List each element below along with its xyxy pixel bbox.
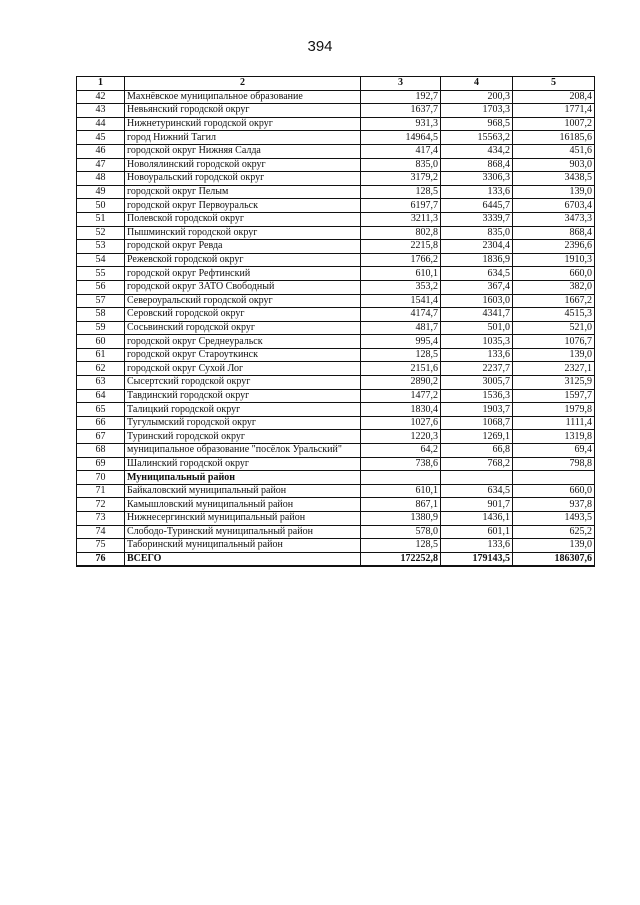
row-value-col3: 835,0 (361, 158, 441, 172)
row-name: Таборинский муниципальный район (125, 539, 361, 553)
table-row (77, 484, 595, 498)
row-value-col4: 15563,2 (441, 131, 513, 145)
header-col-3: 3 (361, 77, 441, 91)
row-value-col4: 66,8 (441, 444, 513, 458)
row-number: 70 (77, 471, 125, 485)
row-value-col4: 6445,7 (441, 199, 513, 213)
row-value-col3: 802,8 (361, 226, 441, 240)
row-value-col5: 1667,2 (513, 294, 595, 308)
row-value-col3: 3211,3 (361, 212, 441, 226)
row-value-col5 (513, 471, 595, 485)
row-number: 57 (77, 294, 125, 308)
row-value-col4: 2237,7 (441, 362, 513, 376)
row-value-col4: 1035,3 (441, 335, 513, 349)
total-row (77, 552, 595, 566)
row-value-col5: 2327,1 (513, 362, 595, 376)
table-row (77, 335, 595, 349)
row-value-col4: 133,6 (441, 185, 513, 199)
row-name: Сосьвинский городской округ (125, 321, 361, 335)
row-name: Муниципальный район (125, 471, 361, 485)
row-name: Камышловский муниципальный район (125, 498, 361, 512)
row-value-col3: 64,2 (361, 444, 441, 458)
row-value-col3: 481,7 (361, 321, 441, 335)
row-value-col5: 382,0 (513, 280, 595, 294)
table-row (77, 308, 595, 322)
table-row (77, 199, 595, 213)
row-value-col3: 2215,8 (361, 240, 441, 254)
row-value-col4: 868,4 (441, 158, 513, 172)
row-value-col4: 1903,7 (441, 403, 513, 417)
row-value-col4: 1536,3 (441, 389, 513, 403)
row-value-col5: 3438,5 (513, 172, 595, 186)
row-value-col4 (441, 471, 513, 485)
table-row (77, 212, 595, 226)
row-name: муниципальное образование "посёлок Уральский" (125, 444, 361, 458)
row-name: городской округ Среднеуральск (125, 335, 361, 349)
table-row (77, 267, 595, 281)
row-value-col4: 4341,7 (441, 308, 513, 322)
row-number: 72 (77, 498, 125, 512)
row-value-col3: 931,3 (361, 117, 441, 131)
row-value-col4: 968,5 (441, 117, 513, 131)
row-value-col5: 208,4 (513, 90, 595, 104)
row-value-col3: 1637,7 (361, 104, 441, 118)
row-name: Шалинский городской округ (125, 457, 361, 471)
table-row (77, 362, 595, 376)
row-number: 64 (77, 389, 125, 403)
table-row (77, 348, 595, 362)
row-value-col5: 1007,2 (513, 117, 595, 131)
row-name: Североуральский городской округ (125, 294, 361, 308)
table-row (77, 389, 595, 403)
row-name: Невьянский городской округ (125, 104, 361, 118)
table-row (77, 131, 595, 145)
row-value-col4: 1603,0 (441, 294, 513, 308)
row-name: городской округ Первоуральск (125, 199, 361, 213)
row-number: 42 (77, 90, 125, 104)
table-header (77, 77, 595, 91)
header-col-1: 1 (77, 77, 125, 91)
table-row (77, 117, 595, 131)
table-row (77, 185, 595, 199)
row-value-col4: 367,4 (441, 280, 513, 294)
header-col-2: 2 (125, 77, 361, 91)
row-value-col5: 3125,9 (513, 376, 595, 390)
row-value-col4: 601,1 (441, 525, 513, 539)
row-value-col3: 1830,4 (361, 403, 441, 417)
row-value-col5: 3473,3 (513, 212, 595, 226)
row-number: 43 (77, 104, 125, 118)
row-value-col5: 1910,3 (513, 253, 595, 267)
row-name: городской округ Сухой Лог (125, 362, 361, 376)
row-number: 76 (77, 552, 125, 566)
row-value-col4: 434,2 (441, 144, 513, 158)
row-name: город Нижний Тагил (125, 131, 361, 145)
row-name: ВСЕГО (125, 552, 361, 566)
row-value-col4: 1836,9 (441, 253, 513, 267)
row-number: 65 (77, 403, 125, 417)
row-number: 50 (77, 199, 125, 213)
row-value-col5: 2396,6 (513, 240, 595, 254)
table-row (77, 512, 595, 526)
row-name: городской округ Нижняя Салда (125, 144, 361, 158)
table-row (77, 226, 595, 240)
row-number: 73 (77, 512, 125, 526)
row-value-col3: 3179,2 (361, 172, 441, 186)
row-number: 51 (77, 212, 125, 226)
row-value-col4: 133,6 (441, 539, 513, 553)
table-row (77, 280, 595, 294)
row-value-col4: 133,6 (441, 348, 513, 362)
row-value-col4: 200,3 (441, 90, 513, 104)
row-value-col5: 1771,4 (513, 104, 595, 118)
row-value-col4: 768,2 (441, 457, 513, 471)
row-value-col3: 2151,6 (361, 362, 441, 376)
row-value-col3 (361, 471, 441, 485)
row-value-col3: 128,5 (361, 539, 441, 553)
row-value-col5: 798,8 (513, 457, 595, 471)
row-value-col3: 353,2 (361, 280, 441, 294)
row-number: 63 (77, 376, 125, 390)
row-value-col5: 937,8 (513, 498, 595, 512)
table-row (77, 90, 595, 104)
row-name: городской округ Пелым (125, 185, 361, 199)
row-value-col3: 578,0 (361, 525, 441, 539)
row-number: 54 (77, 253, 125, 267)
row-value-col3: 4174,7 (361, 308, 441, 322)
row-name: Тугулымский городской округ (125, 416, 361, 430)
row-value-col3: 1027,6 (361, 416, 441, 430)
row-name: городской округ Староуткинск (125, 348, 361, 362)
row-name: Сысертский городской округ (125, 376, 361, 390)
table-row (77, 240, 595, 254)
row-name: Байкаловский муниципальный район (125, 484, 361, 498)
row-name: Нижнетуринский городской округ (125, 117, 361, 131)
row-number: 59 (77, 321, 125, 335)
row-value-col3: 1477,2 (361, 389, 441, 403)
row-value-col3: 610,1 (361, 267, 441, 281)
row-value-col4: 2304,4 (441, 240, 513, 254)
row-value-col4: 634,5 (441, 267, 513, 281)
row-name: Слободо-Туринский муниципальный район (125, 525, 361, 539)
row-number: 53 (77, 240, 125, 254)
table-row (77, 144, 595, 158)
row-value-col5: 1597,7 (513, 389, 595, 403)
row-value-col3: 128,5 (361, 348, 441, 362)
row-value-col3: 172252,8 (361, 552, 441, 566)
row-value-col3: 1541,4 (361, 294, 441, 308)
row-name: городской округ Ревда (125, 240, 361, 254)
table-row (77, 525, 595, 539)
row-value-col5: 868,4 (513, 226, 595, 240)
row-value-col3: 1220,3 (361, 430, 441, 444)
table-row (77, 376, 595, 390)
header-col-4: 4 (441, 77, 513, 91)
row-number: 45 (77, 131, 125, 145)
row-value-col5: 1111,4 (513, 416, 595, 430)
row-name: Туринский городской округ (125, 430, 361, 444)
row-number: 52 (77, 226, 125, 240)
row-value-col3: 192,7 (361, 90, 441, 104)
row-name: Талицкий городской округ (125, 403, 361, 417)
row-number: 69 (77, 457, 125, 471)
table-row (77, 471, 595, 485)
row-value-col3: 1380,9 (361, 512, 441, 526)
row-value-col5: 6703,4 (513, 199, 595, 213)
row-name: Новоуральский городской округ (125, 172, 361, 186)
row-value-col4: 179143,5 (441, 552, 513, 566)
data-table (76, 76, 595, 567)
row-value-col5: 4515,3 (513, 308, 595, 322)
row-value-col5: 186307,6 (513, 552, 595, 566)
row-name: городской округ ЗАТО Свободный (125, 280, 361, 294)
row-number: 48 (77, 172, 125, 186)
table-row (77, 253, 595, 267)
header-row (77, 77, 595, 91)
row-value-col5: 139,0 (513, 185, 595, 199)
row-value-col3: 14964,5 (361, 131, 441, 145)
row-value-col5: 1319,8 (513, 430, 595, 444)
table-row (77, 498, 595, 512)
row-value-col5: 139,0 (513, 539, 595, 553)
row-value-col5: 521,0 (513, 321, 595, 335)
row-value-col4: 901,7 (441, 498, 513, 512)
row-name: Махнёвское муниципальное образование (125, 90, 361, 104)
row-value-col3: 6197,7 (361, 199, 441, 213)
row-name: Новолялинский городской округ (125, 158, 361, 172)
row-number: 60 (77, 335, 125, 349)
row-value-col4: 1436,1 (441, 512, 513, 526)
row-name: городской округ Рефтинский (125, 267, 361, 281)
row-value-col5: 451,6 (513, 144, 595, 158)
row-number: 61 (77, 348, 125, 362)
row-value-col3: 2890,2 (361, 376, 441, 390)
row-number: 47 (77, 158, 125, 172)
row-name: Пышминский городской округ (125, 226, 361, 240)
row-name: Полевской городской округ (125, 212, 361, 226)
row-value-col5: 1493,5 (513, 512, 595, 526)
table-row (77, 294, 595, 308)
row-number: 55 (77, 267, 125, 281)
row-value-col4: 1703,3 (441, 104, 513, 118)
row-number: 62 (77, 362, 125, 376)
row-value-col3: 867,1 (361, 498, 441, 512)
row-value-col4: 1068,7 (441, 416, 513, 430)
row-value-col4: 835,0 (441, 226, 513, 240)
row-value-col5: 1979,8 (513, 403, 595, 417)
row-number: 44 (77, 117, 125, 131)
page-number: 394 (307, 38, 333, 55)
row-number: 74 (77, 525, 125, 539)
table-row (77, 172, 595, 186)
row-value-col4: 1269,1 (441, 430, 513, 444)
row-name: Серовский городской округ (125, 308, 361, 322)
row-value-col3: 738,6 (361, 457, 441, 471)
row-value-col5: 1076,7 (513, 335, 595, 349)
row-value-col4: 3339,7 (441, 212, 513, 226)
table-row (77, 158, 595, 172)
row-number: 75 (77, 539, 125, 553)
row-value-col4: 3005,7 (441, 376, 513, 390)
row-number: 66 (77, 416, 125, 430)
table-row (77, 416, 595, 430)
row-name: Тавдинский городской округ (125, 389, 361, 403)
table-row (77, 321, 595, 335)
row-value-col3: 128,5 (361, 185, 441, 199)
row-value-col3: 1766,2 (361, 253, 441, 267)
row-value-col4: 634,5 (441, 484, 513, 498)
table-row (77, 104, 595, 118)
table-row (77, 457, 595, 471)
row-number: 67 (77, 430, 125, 444)
table-row (77, 430, 595, 444)
row-value-col5: 625,2 (513, 525, 595, 539)
table-body (77, 90, 595, 566)
row-value-col4: 501,0 (441, 321, 513, 335)
row-value-col5: 69,4 (513, 444, 595, 458)
row-name: Нижнесергинский муниципальный район (125, 512, 361, 526)
row-number: 49 (77, 185, 125, 199)
row-value-col5: 660,0 (513, 267, 595, 281)
row-value-col5: 16185,6 (513, 131, 595, 145)
table-row (77, 403, 595, 417)
row-number: 46 (77, 144, 125, 158)
row-number: 56 (77, 280, 125, 294)
row-value-col5: 660,0 (513, 484, 595, 498)
row-number: 68 (77, 444, 125, 458)
row-value-col3: 610,1 (361, 484, 441, 498)
table-row (77, 539, 595, 553)
row-value-col5: 139,0 (513, 348, 595, 362)
row-number: 58 (77, 308, 125, 322)
row-number: 71 (77, 484, 125, 498)
header-col-5: 5 (513, 77, 595, 91)
row-value-col5: 903,0 (513, 158, 595, 172)
row-name: Режевской городской округ (125, 253, 361, 267)
row-value-col4: 3306,3 (441, 172, 513, 186)
row-value-col3: 995,4 (361, 335, 441, 349)
row-value-col3: 417,4 (361, 144, 441, 158)
table-row (77, 444, 595, 458)
